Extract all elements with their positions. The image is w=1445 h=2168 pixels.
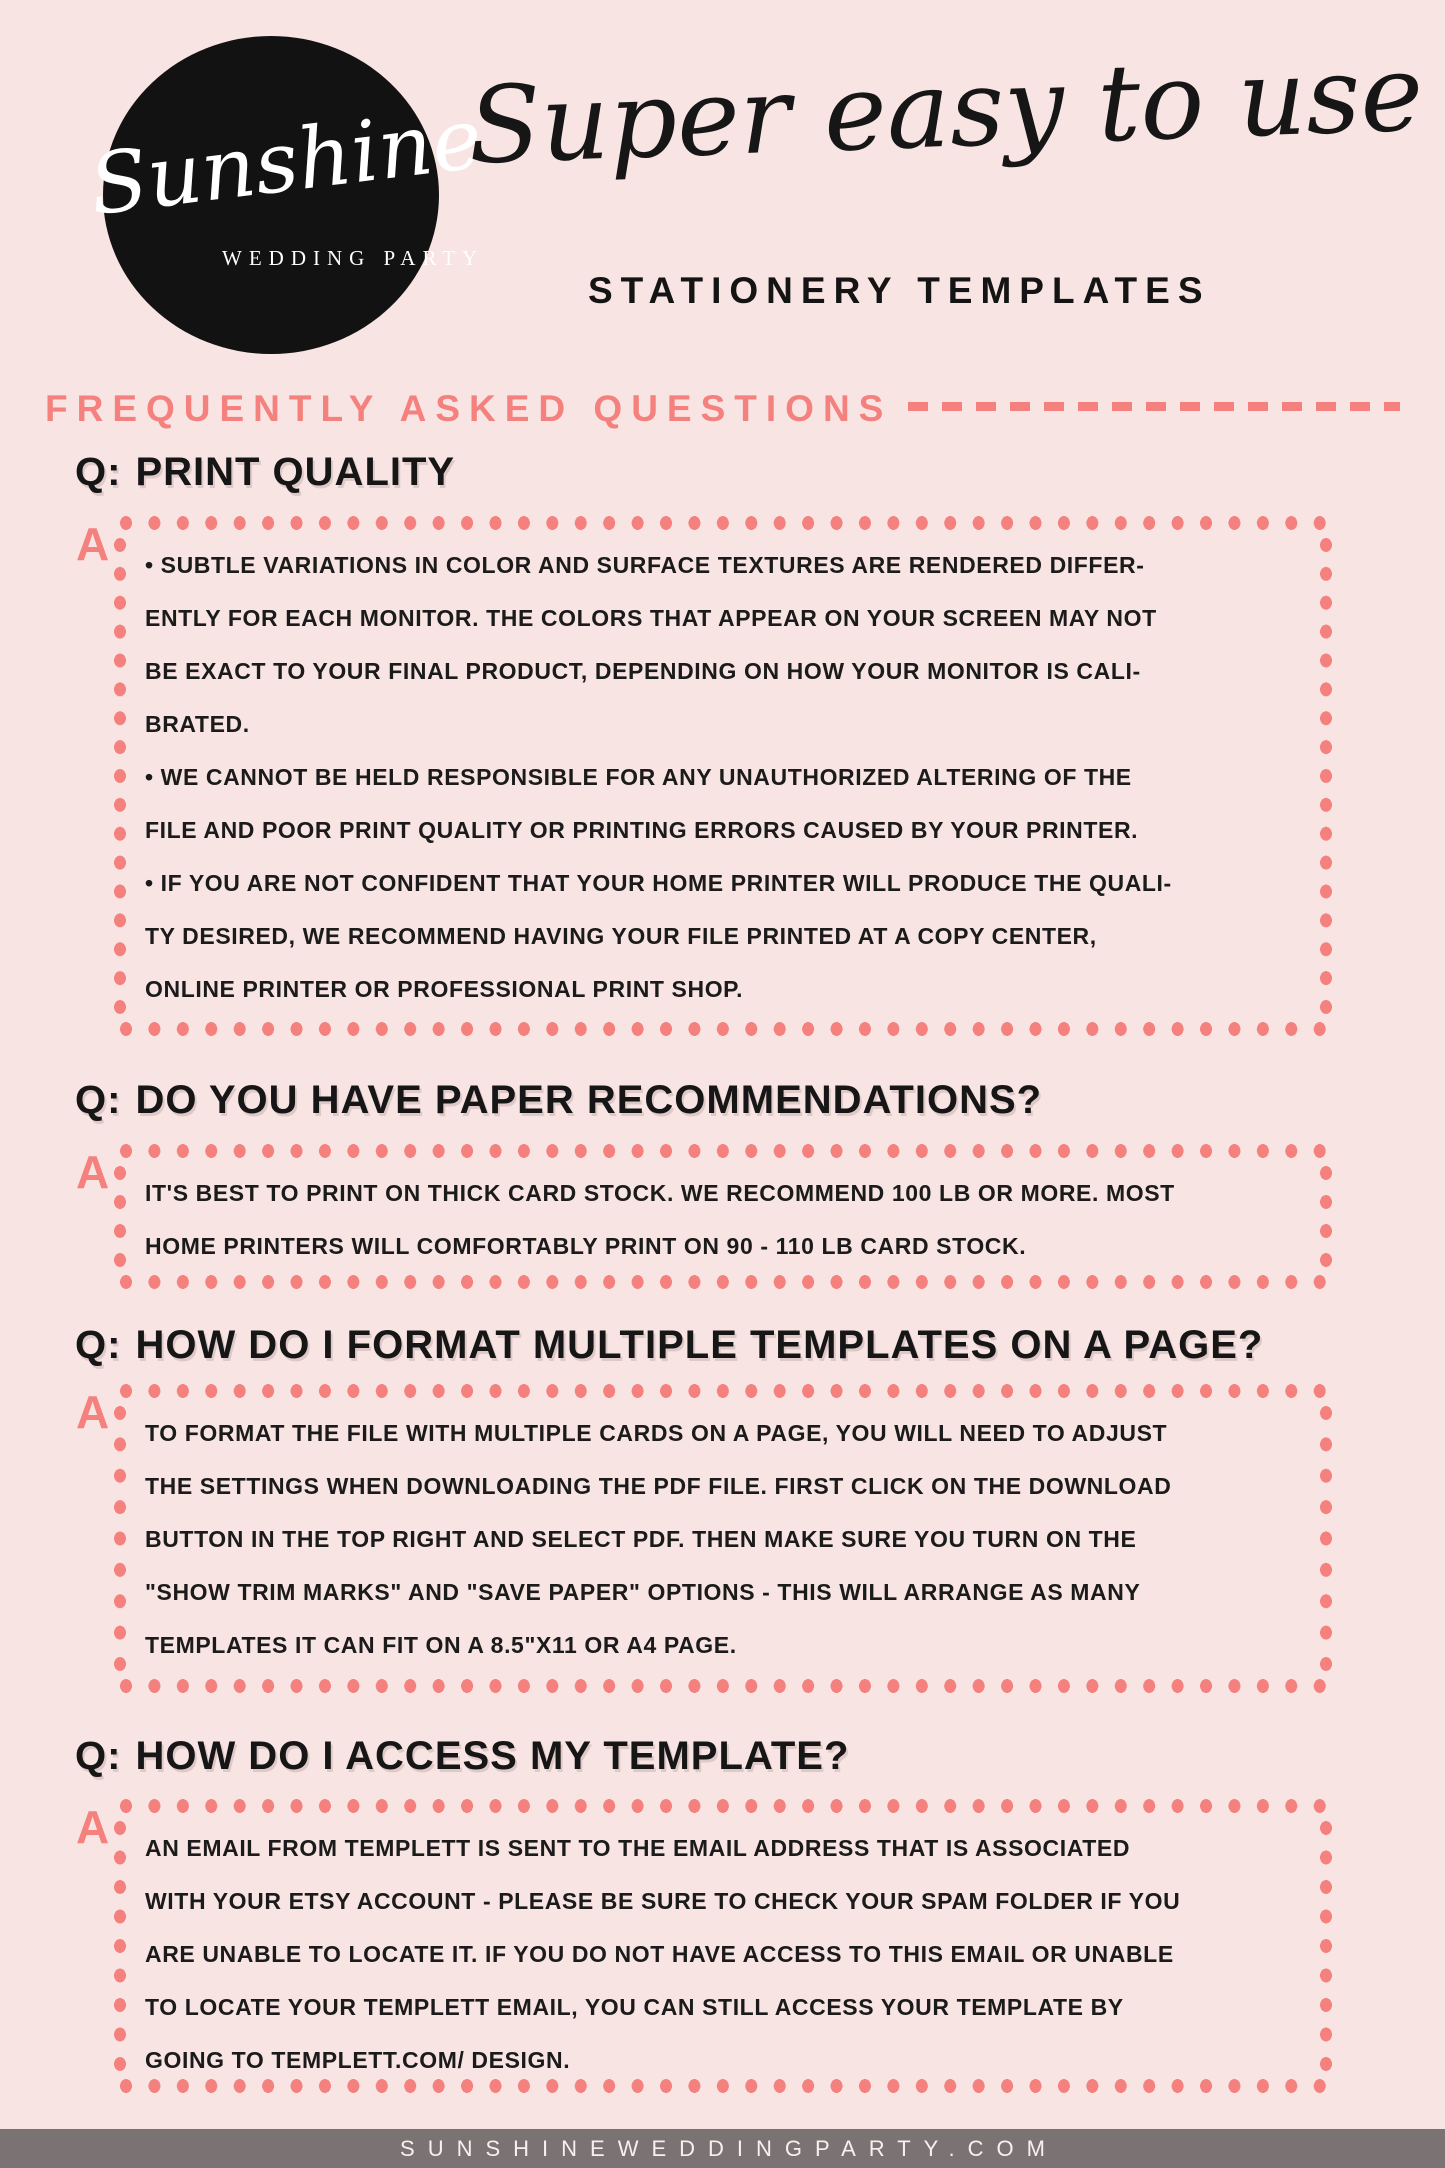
- answer-box-print-quality: [76, 515, 1334, 1037]
- answer-line: "SHOW TRIM MARKS" AND "SAVE PAPER" OPTIONS - THIS WILL ARRANGE AS MANY: [145, 1579, 1141, 1605]
- dotted-border-top: [112, 1798, 1334, 1814]
- footer-url: SUNSHINEWEDDINGPARTY.COM: [400, 2135, 1058, 2161]
- answer-line: GOING TO TEMPLETT.COM/ DESIGN.: [145, 2047, 571, 2073]
- dotted-border-left: [112, 1399, 128, 1678]
- question-heading-paper-recommendations: [75, 1078, 1042, 1123]
- question-text: DO YOU HAVE PAPER RECOMMENDATIONS?: [135, 1078, 1043, 1122]
- logo-subtext: WEDDING PARTY: [222, 246, 485, 270]
- answer-line: TY DESIRED, WE RECOMMEND HAVING YOUR FILE PRINTED AT A COPY CENTER,: [145, 923, 1097, 949]
- dotted-border-right: [1318, 531, 1334, 1021]
- answer-line: ARE UNABLE TO LOCATE IT. IF YOU DO NOT HAVE ACCESS TO THIS EMAIL OR UNABLE: [145, 1941, 1174, 1967]
- dashed-line-decoration: [908, 402, 1400, 411]
- answer-box-paper-recommendations: [76, 1143, 1334, 1290]
- q-label: Q:: [75, 450, 122, 494]
- footer-bar: [0, 2129, 1445, 2168]
- q-label: Q:: [75, 1323, 122, 1367]
- question-heading-print-quality: [75, 450, 455, 495]
- subtitle: STATIONERY TEMPLATES: [588, 270, 1211, 311]
- answer-line: TO FORMAT THE FILE WITH MULTIPLE CARDS ON A PAGE, YOU WILL NEED TO ADJUST: [145, 1420, 1168, 1446]
- q-label: Q:: [75, 1078, 122, 1122]
- dotted-border-top: [112, 515, 1334, 531]
- a-label: A: [76, 1386, 110, 1438]
- a-label: A: [76, 1146, 110, 1198]
- dotted-border-right: [1318, 1399, 1334, 1678]
- answer-line: • IF YOU ARE NOT CONFIDENT THAT YOUR HOME PRINTER WILL PRODUCE THE QUALI-: [145, 870, 1172, 896]
- answer-line: IT'S BEST TO PRINT ON THICK CARD STOCK. WE RECOMMEND 100 LB OR MORE. MOST: [145, 1180, 1175, 1206]
- a-label: A: [76, 1801, 110, 1853]
- dotted-border-right: [1318, 1159, 1334, 1274]
- answer-line: TEMPLATES IT CAN FIT ON A 8.5"X11 OR A4 PAGE.: [145, 1632, 737, 1658]
- answer-line: BRATED.: [145, 711, 250, 737]
- question-heading-format-multiple-templates: [75, 1323, 1263, 1368]
- answer-line: ENTLY FOR EACH MONITOR. THE COLORS THAT APPEAR ON YOUR SCREEN MAY NOT: [145, 605, 1157, 631]
- answer-line: ONLINE PRINTER OR PROFESSIONAL PRINT SHOP.: [145, 976, 744, 1002]
- dotted-border-top: [112, 1383, 1334, 1399]
- question-text: HOW DO I ACCESS MY TEMPLATE?: [135, 1734, 850, 1778]
- answer-line: TO LOCATE YOUR TEMPLETT EMAIL, YOU CAN STILL ACCESS YOUR TEMPLATE BY: [145, 1994, 1124, 2020]
- dotted-border-left: [112, 1159, 128, 1274]
- answer-line: HOME PRINTERS WILL COMFORTABLY PRINT ON 90 - 110 LB CARD STOCK.: [145, 1233, 1027, 1259]
- answer-text: [145, 1822, 1180, 2087]
- answer-line: • SUBTLE VARIATIONS IN COLOR AND SURFACE TEXTURES ARE RENDERED DIFFER-: [145, 552, 1145, 578]
- faq-title: FREQUENTLY ASKED QUESTIONS: [45, 388, 893, 429]
- dotted-border-left: [112, 1814, 128, 2078]
- question-text: PRINT QUALITY: [135, 450, 456, 494]
- question-text: HOW DO I FORMAT MULTIPLE TEMPLATES ON A PAGE?: [135, 1323, 1264, 1367]
- answer-text: [145, 539, 1172, 1016]
- answer-line: • WE CANNOT BE HELD RESPONSIBLE FOR ANY UNAUTHORIZED ALTERING OF THE: [145, 764, 1132, 790]
- dotted-border-bottom: [112, 1678, 1334, 1694]
- answer-line: FILE AND POOR PRINT QUALITY OR PRINTING ERRORS CAUSED BY YOUR PRINTER.: [145, 817, 1139, 843]
- answer-line: BE EXACT TO YOUR FINAL PRODUCT, DEPENDING ON HOW YOUR MONITOR IS CALI-: [145, 658, 1141, 684]
- answer-box-format-multiple-templates: [76, 1383, 1334, 1694]
- tagline-script: Super easy to use: [466, 31, 1426, 188]
- answer-line: BUTTON IN THE TOP RIGHT AND SELECT PDF. THEN MAKE SURE YOU TURN ON THE: [145, 1526, 1137, 1552]
- answer-line: THE SETTINGS WHEN DOWNLOADING THE PDF FILE. FIRST CLICK ON THE DOWNLOAD: [145, 1473, 1172, 1499]
- dotted-border-bottom: [112, 1021, 1334, 1037]
- logo-script-text: Sunshine: [84, 88, 488, 235]
- sunshine-logo: [84, 36, 488, 354]
- answer-line: AN EMAIL FROM TEMPLETT IS SENT TO THE EMAIL ADDRESS THAT IS ASSOCIATED: [145, 1835, 1131, 1861]
- dotted-border-right: [1318, 1814, 1334, 2078]
- answer-line: WITH YOUR ETSY ACCOUNT - PLEASE BE SURE TO CHECK YOUR SPAM FOLDER IF YOU: [145, 1888, 1181, 1914]
- dotted-border-left: [112, 531, 128, 1021]
- q-label: Q:: [75, 1734, 122, 1778]
- answer-box-access-template: [76, 1798, 1334, 2094]
- a-label: A: [76, 518, 110, 570]
- dotted-border-bottom: [112, 1274, 1334, 1290]
- dotted-border-top: [112, 1143, 1334, 1159]
- answer-text: [145, 1167, 1175, 1273]
- answer-text: [145, 1407, 1171, 1672]
- question-heading-access-template: [75, 1734, 849, 1779]
